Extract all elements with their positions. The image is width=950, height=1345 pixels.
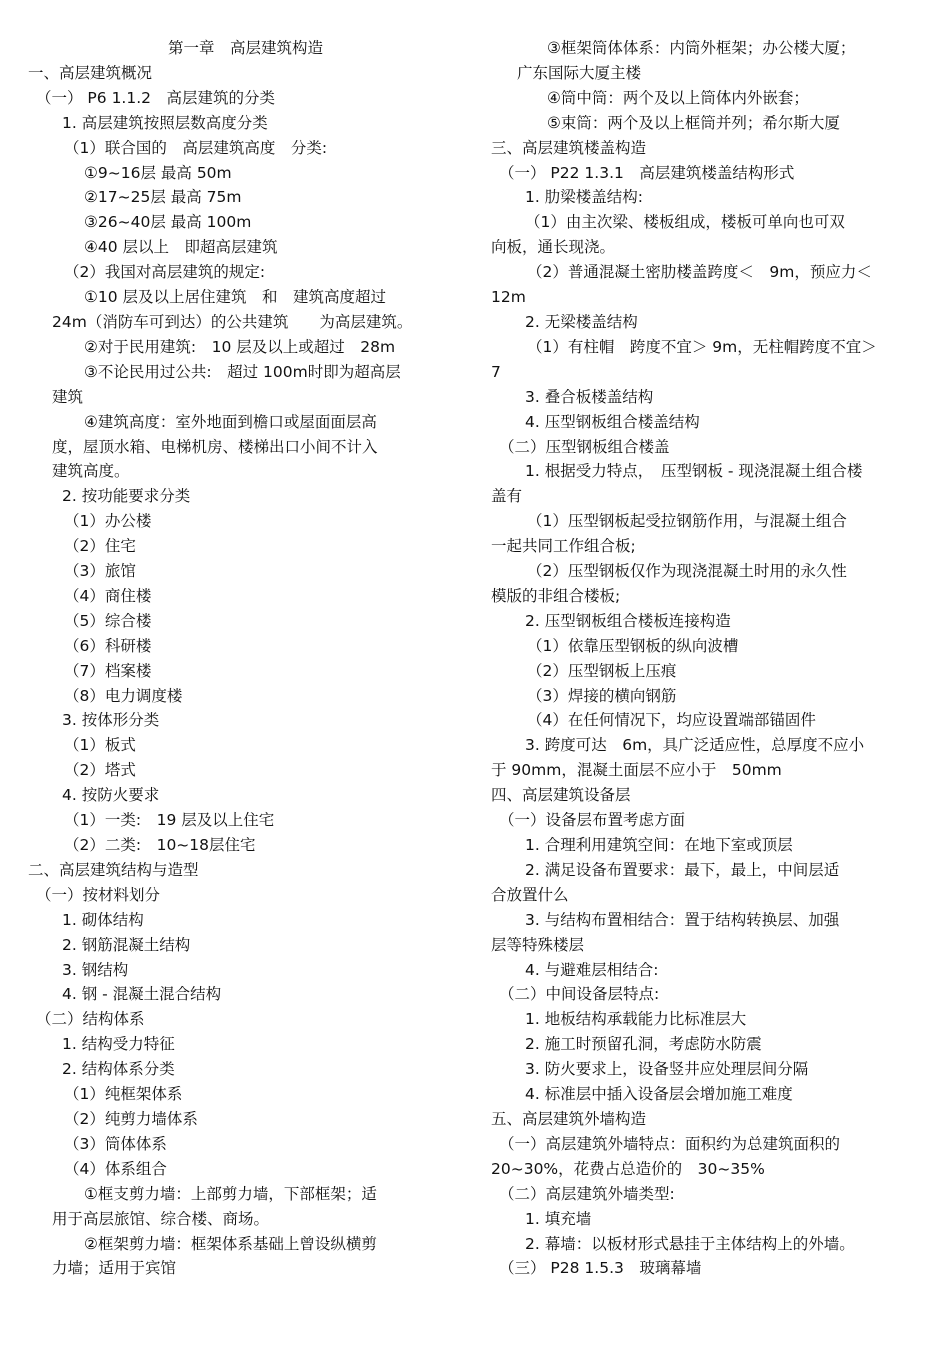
text-line: 2. 按功能要求分类 [62, 487, 191, 506]
text-line: （1）联合国的 高层建筑高度 分类: [64, 138, 328, 157]
text-line: ④筒中筒：两个及以上筒体内外嵌套； [547, 88, 809, 107]
text-line: 模版的非组合楼板; [491, 586, 621, 605]
text-line: 3. 防火要求上，设备竖井应处理层间分隔 [525, 1060, 809, 1079]
text-line: （2）我国对高层建筑的规定: [64, 263, 266, 282]
text-line: 建筑 [52, 387, 84, 406]
text-line: ①9~16层 最高 50m [84, 163, 232, 182]
text-line: （1）纯框架体系 [64, 1085, 183, 1104]
text-line: 一、高层建筑概况 [28, 63, 153, 82]
text-line: 3. 叠合板楼盖结构 [525, 387, 654, 406]
text-line: （2）普通混凝土密肋楼盖跨度＜ 9m，预应力＜ [527, 263, 872, 282]
text-line: 1. 合理利用建筑空间：在地下室或顶层 [525, 836, 793, 854]
text-line: 1. 肋梁楼盖结构: [525, 188, 643, 207]
text-line: 1. 高层建筑按照层数高度分类 [62, 113, 268, 132]
text-line: 三、高层建筑楼盖构造 [491, 138, 647, 157]
text-line: （3）旅馆 [64, 562, 136, 581]
text-line: （一）设备层布置考虑方面 [499, 811, 686, 830]
text-line: （3）筒体体系 [64, 1134, 167, 1153]
text-line: 于 90mm，混凝土面层不应小于 50mm [491, 761, 782, 780]
text-line: ④40 层以上 即超高层建筑 [84, 238, 278, 257]
text-line: （一） P6 1.1.2 高层建筑的分类 [36, 88, 276, 107]
text-line: （1）板式 [64, 736, 136, 755]
text-line: 3. 跨度可达 6m，具广泛适应性，总厚度不应小 [525, 736, 865, 755]
text-line: （一）高层建筑外墙特点：面积约为总建筑面积的 [499, 1134, 841, 1153]
text-line: （4）体系组合 [64, 1159, 167, 1178]
text-line: （7）档案楼 [64, 661, 152, 680]
text-line: 建筑高度。 [52, 462, 130, 481]
chapter-title: 第一章 高层建筑构造 [167, 39, 323, 57]
text-line: 3. 钢结构 [62, 960, 129, 979]
text-line: 度，屋顶水箱、电梯机房、楼梯出口小间不计入 [52, 437, 378, 456]
text-line: （三） P28 1.5.3 玻璃幕墙 [499, 1259, 702, 1278]
text-line: 1. 根据受力特点， 压型钢板 - 现浇混凝土组合楼 [525, 462, 863, 481]
text-line: 3. 与结构布置相结合：置于结构转换层、加强 [525, 910, 840, 929]
text-line: ②框架剪力墙：框架体系基础上曾设纵横剪 [84, 1234, 377, 1253]
text-line: 1. 砌体结构 [62, 910, 144, 929]
text-line: 1. 填充墙 [525, 1209, 592, 1228]
text-line: （2）住宅 [64, 537, 136, 556]
text-line: 2. 压型钢板组合楼板连接构造 [525, 611, 731, 630]
text-line: ①框支剪力墙：上部剪力墙，下部框架；适 [84, 1184, 377, 1203]
text-line: 2. 钢筋混凝土结构 [62, 935, 191, 954]
text-line: 五、高层建筑外墙构造 [491, 1109, 647, 1128]
text-line: 24m（消防车可到达）的公共建筑 为高层建筑。 [52, 312, 413, 331]
text-line: 盖有 [491, 487, 523, 506]
text-line: （2）纯剪力墙体系 [64, 1109, 198, 1128]
text-line: 2. 幕墙：以板材形式悬挂于主体结构上的外墙。 [525, 1234, 855, 1253]
text-line: （一）按材料划分 [36, 885, 161, 904]
text-line: （二）高层建筑外墙类型: [499, 1184, 675, 1203]
text-line: ③不论民用过公共: 超过 100m时即为超高层 [84, 362, 401, 381]
text-line: 向板，通长现浇。 [491, 238, 616, 257]
text-line: 4. 标准层中插入设备层会增加施工难度 [525, 1085, 793, 1104]
text-line: ④建筑高度：室外地面到檐口或屋面面层高 [84, 412, 377, 431]
text-line: （4）在任何情况下，均应设置端部锚固件 [527, 711, 816, 730]
text-line: 1. 结构受力特征 [62, 1035, 175, 1054]
text-line: （二）结构体系 [36, 1010, 145, 1029]
text-line: （1）依靠压型钢板的纵向波槽 [527, 636, 739, 655]
text-line: （2）塔式 [64, 761, 136, 780]
text-line: 4. 按防火要求 [62, 786, 160, 805]
text-line: （3）焊接的横向钢筋 [527, 686, 677, 705]
text-line: 1. 地板结构承载能力比标准层大 [525, 1010, 747, 1029]
text-line: 广东国际大厦主楼 [517, 63, 642, 82]
text-line: （1）由主次梁、楼板组成，楼板可单向也可双 [525, 213, 845, 232]
text-line: 一起共同工作组合板; [491, 537, 636, 556]
text-line: （5）综合楼 [64, 611, 152, 630]
text-line: ⑤束筒：两个及以上框筒并列；希尔斯大厦 [547, 113, 840, 132]
text-line: （2）二类: 10~18层住宅 [64, 836, 256, 854]
text-line: 2. 满足设备布置要求：最下，最上，中间层适 [525, 860, 840, 879]
text-line: （1）压型钢板起受拉钢筋作用，与混凝土组合 [527, 512, 847, 531]
left-column [28, 36, 463, 1281]
text-line: 12m [491, 288, 526, 307]
text-line: 4. 钢 - 混凝土混合结构 [62, 985, 222, 1004]
text-line: 20~30%，花费占总造价的 30~35% [491, 1159, 765, 1178]
text-line: ②17~25层 最高 75m [84, 188, 242, 207]
text-line: （1）一类: 19 层及以上住宅 [64, 811, 275, 830]
text-line: 2. 无梁楼盖结构 [525, 312, 638, 331]
text-line: 用于高层旅馆、综合楼、商场。 [52, 1209, 270, 1228]
text-line: 4. 与避难层相结合: [525, 960, 659, 979]
text-line: 层等特殊楼层 [491, 935, 585, 954]
text-line: （二）压型钢板组合楼盖 [499, 437, 670, 456]
text-line: ①10 层及以上居住建筑 和 建筑高度超过 [84, 288, 387, 307]
text-line: （二）中间设备层特点: [499, 985, 660, 1004]
text-line: （4）商住楼 [64, 586, 152, 605]
text-line: 二、高层建筑结构与造型 [28, 860, 199, 879]
text-line: （8）电力调度楼 [64, 686, 183, 705]
text-line: 3. 按体形分类 [62, 711, 160, 730]
text-line: （1）办公楼 [64, 512, 152, 531]
text-line: （1）有柱帽 跨度不宜＞ 9m，无柱帽跨度不宜＞ [527, 337, 877, 356]
text-line: 力墙；适用于宾馆 [52, 1259, 177, 1278]
text-line: ②对于民用建筑: 10 层及以上或超过 28m [84, 337, 396, 356]
text-line: 7 [491, 362, 501, 381]
text-line: 4. 压型钢板组合楼盖结构 [525, 412, 700, 431]
text-line: （2）压型钢板上压痕 [527, 661, 677, 680]
text-line: 四、高层建筑设备层 [491, 786, 631, 805]
text-line: （6）科研楼 [64, 636, 152, 655]
text-line: 合放置什么 [491, 885, 569, 904]
text-line: 2. 结构体系分类 [62, 1060, 175, 1079]
text-line: （一） P22 1.3.1 高层建筑楼盖结构形式 [499, 163, 795, 182]
text-line: 2. 施工时预留孔洞，考虑防水防震 [525, 1035, 762, 1054]
text-line: （2）压型钢板仅作为现浇混凝土时用的永久性 [527, 562, 847, 581]
text-line: ③26~40层 最高 100m [84, 213, 252, 232]
right-column [491, 36, 921, 1281]
text-line: ③框架筒体体系：内筒外框架；办公楼大厦； [547, 39, 856, 57]
